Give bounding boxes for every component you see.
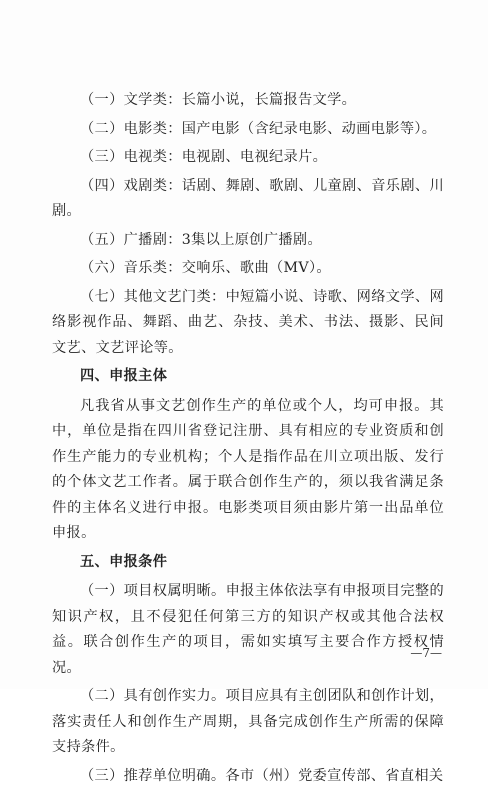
condition-capability: （二）具有创作实力。项目应具有主创团队和创作计划，落实责任人和创作生产周期，具备完成创作生产所需的保障支持条件。 (52, 688, 444, 755)
section-heading-applicant: 四、申报主体 (80, 368, 168, 384)
page-number: —7— (410, 646, 442, 660)
list-item-television: （三）电视类：电视剧、电视纪录片。 (80, 149, 328, 165)
list-item-music: （六）音乐类：交响乐、歌曲（MV）。 (80, 260, 331, 276)
list-item-literature: （一）文学类：长篇小说，长篇报告文学。 (80, 92, 357, 108)
document-body (52, 88, 444, 792)
condition-recommender: （三）推荐单位明确。各市（州）党委宣传部、省直相关 (80, 767, 444, 784)
list-item-radio-drama: （五）广播剧：3集以上原创广播剧。 (80, 231, 322, 248)
list-item-drama: （四）戏剧类：话剧、舞剧、歌剧、儿童剧、音乐剧、川剧。 (52, 177, 444, 219)
condition-ownership: （一）项目权属明晰。申报主体依法享有申报项目完整的知识产权，且不侵犯任何第三方的知识产权或其他合法权益。联合创作生产的项目，需如实填写主要合作方授权情况。 (52, 583, 444, 676)
list-item-film: （二）电影类：国产电影（含纪录电影、动画电影等）。 (80, 120, 437, 137)
paragraph-applicant: 凡我省从事文艺创作生产的单位或个人，均可申报。其中，单位是指在四川省登记注册、具有相应的专业资质和创作生产能力的专业机构；个人是指作品在川立项出版、发行的个体文艺工作者。属于联合创作生产的，须以我省满足条件的主体名义进行申报。电影类项目须由影片第一出品单位申报。 (52, 397, 444, 541)
list-item-other-arts: （七）其他文艺门类：中短篇小说、诗歌、网络文学、网络影视作品、舞蹈、曲艺、杂技、美术、书法、摄影、民间文艺、文艺评论等。 (52, 288, 444, 356)
section-heading-conditions: 五、申报条件 (80, 553, 168, 570)
